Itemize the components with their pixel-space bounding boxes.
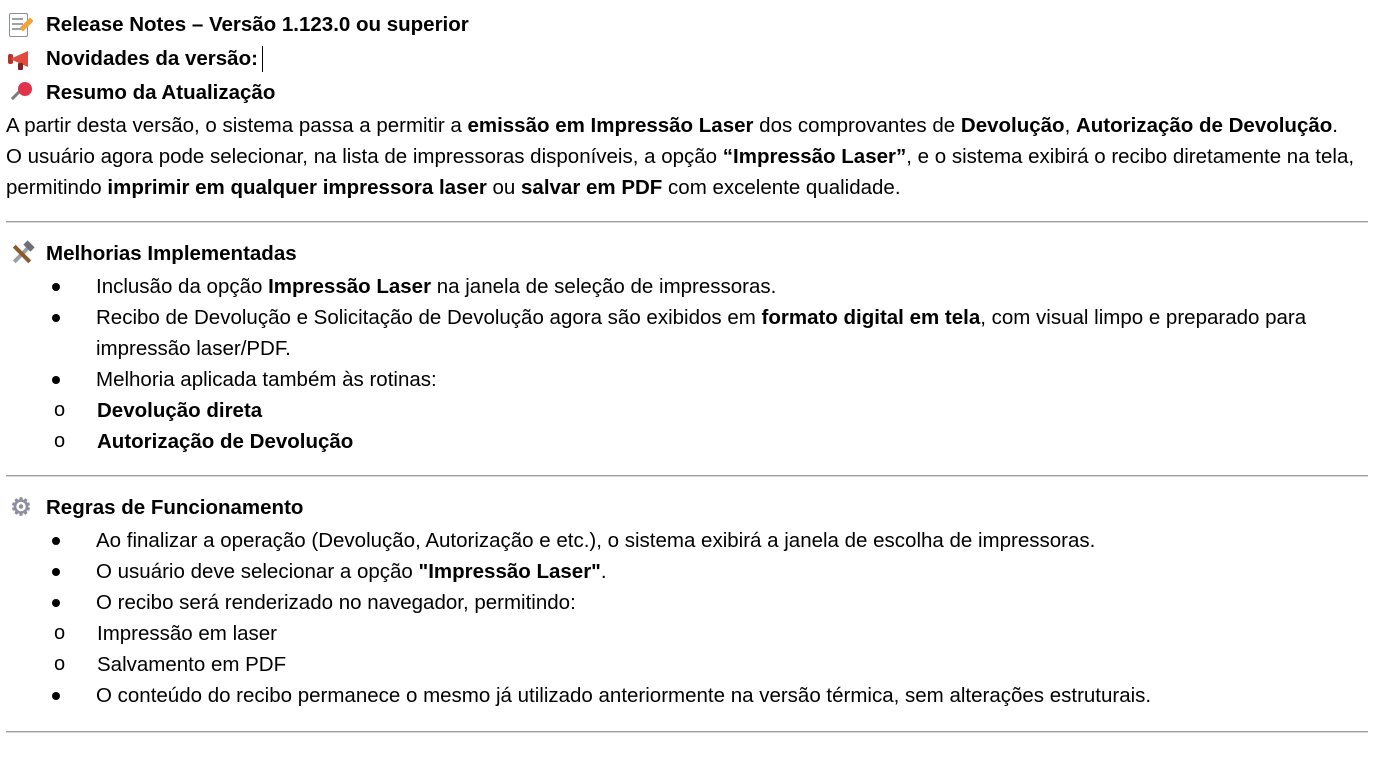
list-item: O conteúdo do recibo permanece o mesmo já utilizado anteriormente na versão térmica, sem alterações estruturais. [6,680,1368,711]
memo-icon [6,12,36,38]
sub-list [6,395,1368,457]
circle-bullet-icon: o [54,653,66,675]
circle-bullet-icon: o [54,399,66,421]
text-cursor [262,46,263,72]
megaphone-icon [6,46,36,72]
list-item: Inclusão da opção Impressão Laser na janela de seleção de impressoras. [6,271,1368,302]
list-item: Ao finalizar a operação (Devolução, Autorização e etc.), o sistema exibirá a janela de escolha de impressoras. [6,525,1368,556]
bullet-icon [52,568,60,576]
horizontal-divider [6,221,1368,223]
horizontal-divider [6,731,1368,733]
sub-list-item: o Devolução direta [6,395,1368,426]
circle-bullet-icon: o [54,622,66,644]
page-title [6,8,1368,42]
news-heading-text[interactable]: Novidades da versão: [46,47,258,70]
list-item: O usuário deve selecionar a opção "Impressão Laser". [6,556,1368,587]
list-item: O recibo será renderizado no navegador, permitindo: o Impressão em laser o Salvamento em PDF [6,587,1368,680]
horizontal-divider [6,475,1368,477]
bullet-icon [52,376,60,384]
improvements-heading [6,237,1368,271]
list-item: Melhoria aplicada também às rotinas: o Devolução direta o Autorização de Devolução [6,364,1368,457]
bullet-icon [52,537,60,545]
summary-paragraph-1: A partir desta versão, o sistema passa a permitir a emissão em Impressão Laser dos comprovantes de Devolução, Autorização de Devolução. [6,114,1338,137]
sub-list-item: o Autorização de Devolução [6,426,1368,457]
summary-paragraph-2: O usuário agora pode selecionar, na lista de impressoras disponíveis, a opção “Impressão Laser”, e o sistema exibirá o recibo diretamente na tela, permitindo imprimir em qualquer impressora laser ou salvar em PDF com excelente qualidade. [6,145,1355,199]
rules-list [6,525,1368,711]
bullet-icon [52,692,60,700]
improvements-list [6,271,1368,457]
sub-list [6,618,1368,680]
tools-icon [6,241,36,267]
bullet-icon [52,314,60,322]
improvements-heading-text: Melhorias Implementadas [46,242,297,265]
summary-heading-text: Resumo da Atualização [46,81,276,104]
bullet-icon [52,283,60,291]
sub-list-item: o Impressão em laser [6,618,1368,649]
pushpin-icon [6,80,36,106]
rules-heading [6,491,1368,525]
news-heading [6,42,1368,76]
circle-bullet-icon: o [54,430,66,452]
gear-icon: ⚙ [10,494,32,521]
rules-heading-text: Regras de Funcionamento [46,496,304,519]
bullet-icon [52,599,60,607]
page-title-text: Release Notes – Versão 1.123.0 ou superior [46,13,469,36]
list-item: Recibo de Devolução e Solicitação de Devolução agora são exibidos em formato digital em tela, com visual limpo e preparado para impressão laser/PDF. [6,302,1368,364]
summary-heading [6,76,1368,110]
sub-list-item: o Salvamento em PDF [6,649,1368,680]
